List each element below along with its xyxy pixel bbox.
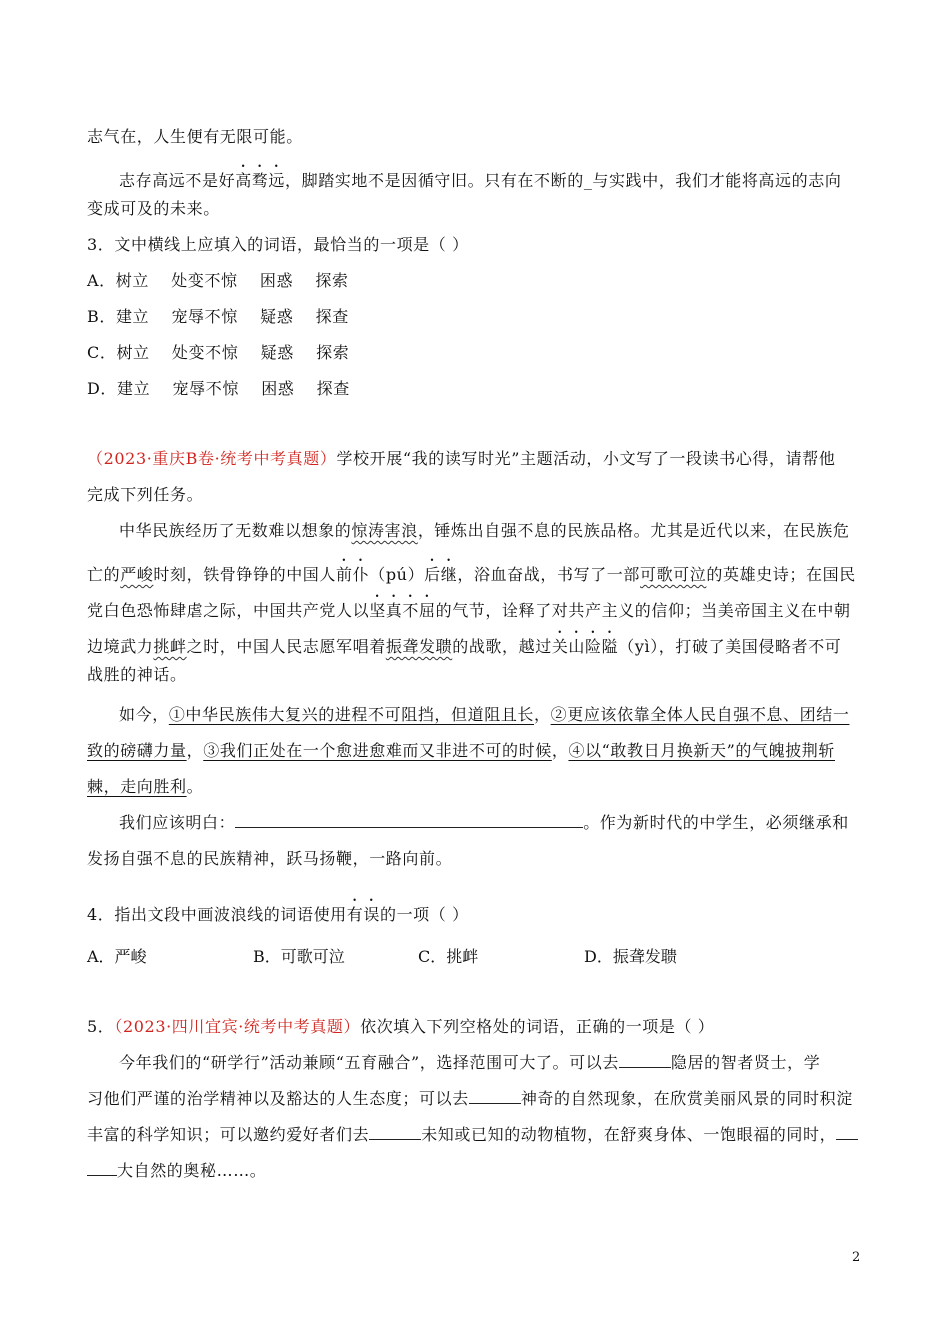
question-3-option-c: C．树立 处变不惊 疑惑 探索 — [87, 343, 350, 362]
para-line-1: 中华民族经历了无数难以想象的惊涛害浪，锤炼出自强不息的民族品格。尤其是近代以来，在民族危 — [119, 521, 850, 540]
q5-line-2: 习他们严谨的治学精神以及豁达的人生态度；可以去 神奇的自然现象，在欣赏美丽风景的同时积淀 — [87, 1089, 853, 1108]
question-4-option-b: B．可歌可泣 — [253, 947, 345, 966]
q5-line-3: 丰富的科学知识；可以邀约爱好者们去 未知或已知的动物植物，在舒爽身体、一饱眼福的同时， — [87, 1124, 858, 1146]
question-4-intro: （2023·重庆B卷·统考中考真题）学校开展“我的读写时光”主题活动，小文写了一段读书心得，请帮他 — [87, 449, 836, 468]
para-line-5: 战胜的神话。 — [87, 665, 187, 684]
para3-line-2: 发扬自强不息的民族精神，跃马扬鞭，一路向前。 — [87, 849, 453, 868]
passage-line-1: 志气在，人生便有无限可能。 — [87, 127, 303, 146]
answer-blank[interactable] — [836, 1124, 858, 1140]
passage-line-2: 志存高远不是好高骛远，脚踏实地不是因循守旧。只有在不断的_与实践中，我们才能将高远的志向 — [119, 171, 842, 190]
para2-line-2: 致的磅礴力量，③我们正处在一个愈进愈难而又非进不可的时候，④以“敢教日月换新天”的气魄披荆斩 — [87, 741, 835, 760]
question-5-stem: 5．（2023·四川宜宾·统考中考真题）依次填入下列空格处的词语，正确的一项是（ ） — [87, 1017, 715, 1036]
question-4-option-d: D．振聋发聩 — [584, 947, 677, 966]
question-3-option-a: A．树立 处变不惊 困惑 探索 — [87, 271, 349, 290]
dotted-word: 高骛远 — [235, 171, 286, 190]
passage-line-3: 变成可及的未来。 — [87, 199, 220, 218]
source-tag: （2023·重庆B卷·统考中考真题） — [87, 449, 337, 468]
question-3-option-d: D．建立 宠辱不惊 困惑 探查 — [87, 379, 350, 398]
q5-line-4: 大自然的奥秘……。 — [87, 1160, 266, 1182]
answer-blank[interactable] — [235, 812, 583, 828]
page-number: 2 — [852, 1250, 861, 1265]
para-line-3: 党白色恐怖肆虐之际，中国共产党人以坚真不屈的气节，诠释了对共产主义的信仰；当美帝国主义在中朝 — [87, 601, 851, 620]
para-line-2: 亡的严峻时刻，铁骨铮铮的中国人前仆（pú）后继，浴血奋战，书写了一部可歌可泣的英雄史诗；在国民 — [87, 565, 856, 584]
para2-line-3: 棘，走向胜利。 — [87, 777, 204, 796]
source-tag: （2023·四川宜宾·统考中考真题） — [114, 1017, 361, 1036]
para3-line-1: 我们应该明白： 。作为新时代的中学生，必须继承和 — [119, 813, 849, 832]
question-4-option-a: A．严峻 — [87, 947, 147, 966]
answer-blank[interactable] — [469, 1088, 521, 1104]
question-4-option-c: C．挑衅 — [418, 947, 479, 966]
q5-line-1: 今年我们的“研学行”活动兼顾“五育融合”，选择范围可大了。可以去 隐居的智者贤士，学 — [119, 1053, 821, 1072]
answer-blank[interactable] — [87, 1160, 117, 1176]
question-4-intro-2: 完成下列任务。 — [87, 485, 204, 504]
para-line-4: 边境武力挑衅之时，中国人民志愿军唱着振聋发聩的战歌，越过关山险隘（yì），打破了美国侵略者不可 — [87, 637, 842, 656]
question-4-stem: 4．指出文段中画波浪线的词语使用有误的一项（ ） — [87, 905, 469, 924]
question-3-option-b: B．建立 宠辱不惊 疑惑 探查 — [87, 307, 349, 326]
answer-blank[interactable] — [369, 1124, 421, 1140]
answer-blank[interactable] — [619, 1052, 671, 1068]
question-3-stem: 3．文中横线上应填入的词语，最恰当的一项是（ ） — [87, 235, 469, 254]
para2-line-1: 如今，①中华民族伟大复兴的进程不可阻挡，但道阻且长，②更应该依靠全体人民自强不息、团结一 — [119, 705, 850, 724]
